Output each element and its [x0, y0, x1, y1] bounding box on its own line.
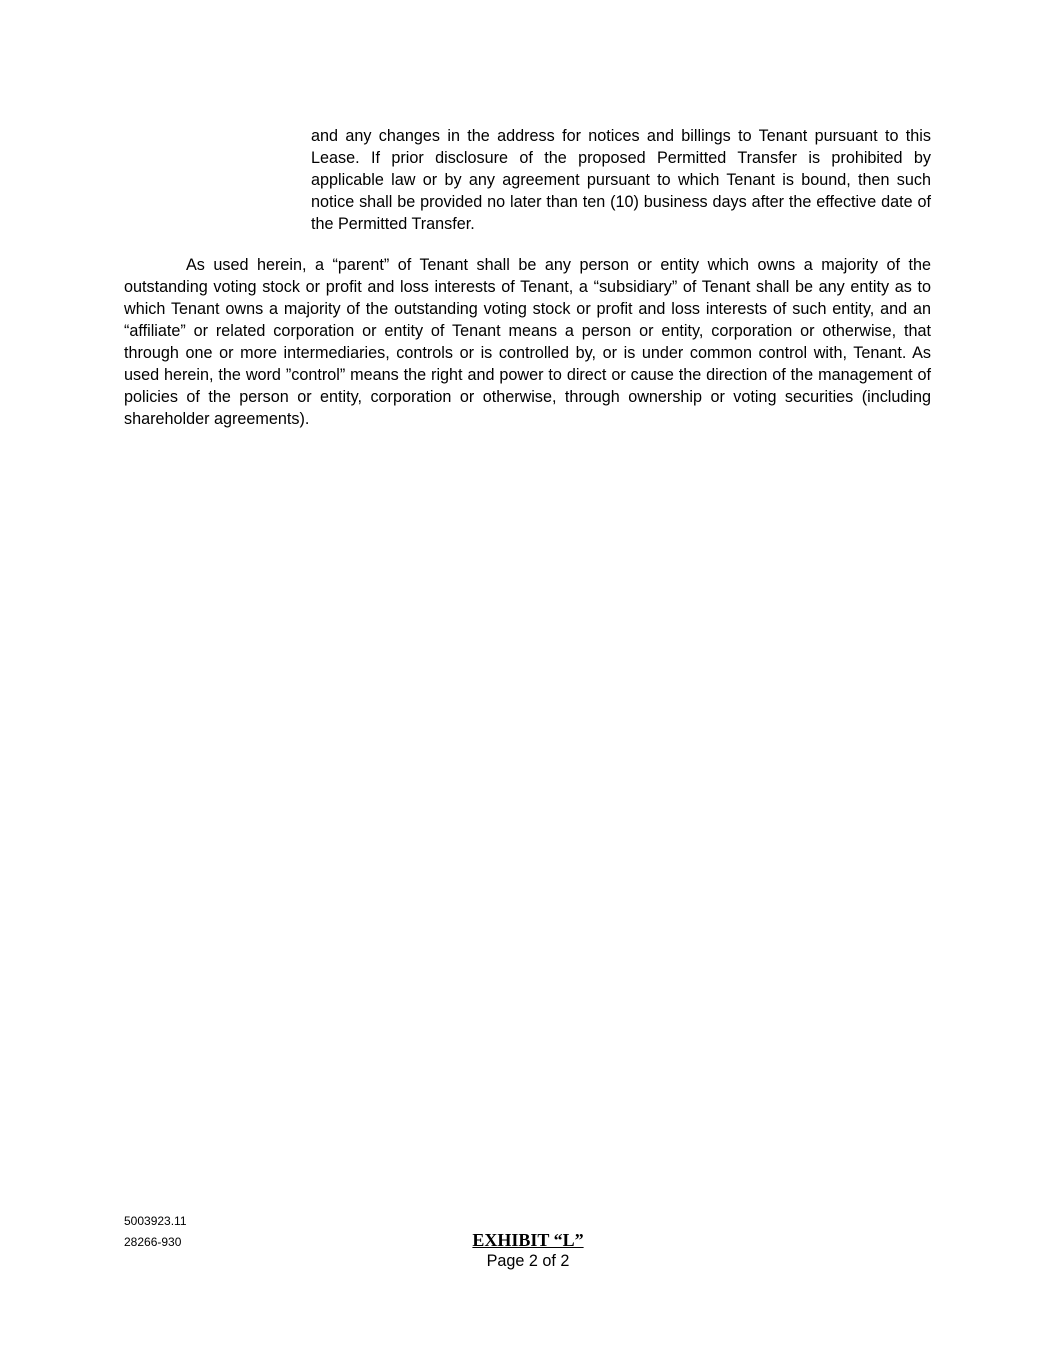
definitions-paragraph: As used herein, a “parent” of Tenant shall be any person or entity which owns a majority of the outstanding voting stock or profit and loss interests of Tenant, a “subsidiary” of Tenant shall be any entity as to which Tenant owns a majority of the outstanding voting stock or profit and loss interests of such entity, and an “affiliate” or related corporation or entity of Tenant means a person or entity, corporation or otherwise, that through one or more intermediaries, controls or is controlled by, or is under common control with, Tenant. As used herein, the word ”control” means the right and power to direct or cause the direction of the management of policies of the person or entity, corporation or otherwise, through ownership or voting securities (including shareholder agreements).: [124, 256, 931, 428]
continued-paragraph: and any changes in the address for notices and billings to Tenant pursuant to this Lease. If prior disclosure of the proposed Permitted Transfer is prohibited by applicable law or by any agreement pursuant to which Tenant is bound, then such notice shall be provided no later than ten (10) business days after the effective date of the Permitted Transfer.: [311, 127, 931, 233]
page-number: Page 2 of 2: [486, 1252, 570, 1270]
matter-number: 28266-930: [124, 1235, 182, 1249]
document-number: 5003923.11: [124, 1214, 187, 1228]
exhibit-title: EXHIBIT “L”: [472, 1230, 584, 1250]
